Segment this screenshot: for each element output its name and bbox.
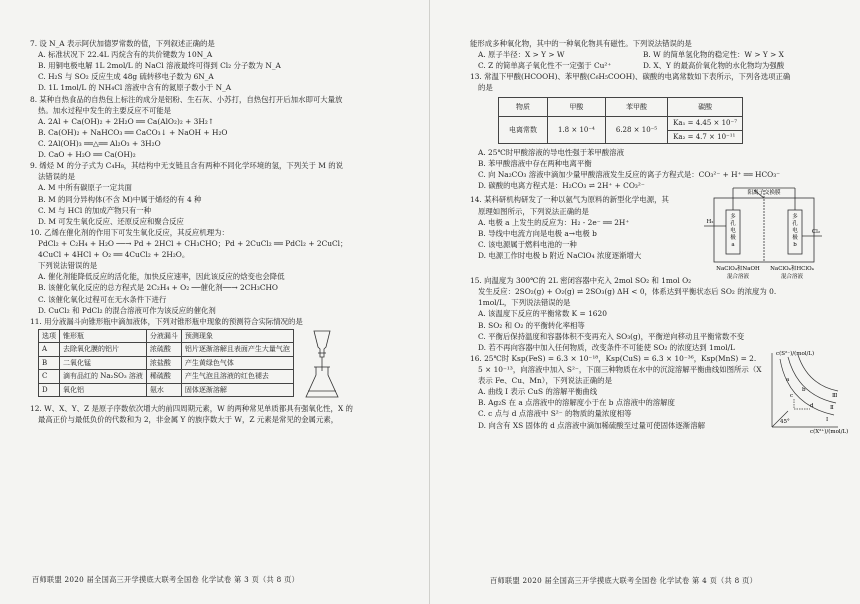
q10-option-d: D. CuCl₂ 和 PdCl₂ 的混合溶液可作为该反应的催化剂 [38, 305, 216, 315]
question-8 [30, 94, 416, 161]
q13-ka1: Ka₁ = 4.45 × 10⁻⁷ [668, 117, 743, 131]
q15-option-d: D. 若不再向容器中加入任何物质，改变条件不可能使 SO₂ 的浓度达到 1mol/L [478, 342, 735, 352]
question-16 [470, 350, 849, 435]
electrode-b-char: 极 [792, 235, 798, 242]
table-cell: 产生黄绿色气体 [181, 356, 293, 370]
q8-option-d: D. CaO + H₂O ══ Ca(OH)₂ [38, 150, 136, 160]
q12-option-c: C. Z 的简单离子氧化性不一定强于 Cu²⁺ [478, 61, 612, 71]
q16-stem-cont: 5 × 10⁻¹³，向溶液中加入 S²⁻，下面三种物质在水中的沉淀溶解平衡曲线如图所示（X [478, 365, 762, 375]
q9-option-c: C. M 与 HCl 的加成产物只有一种 [38, 205, 152, 215]
q13-header-substance: 物质 [499, 97, 548, 117]
q15-option-c: C. 平衡后保持温度和容器体积不变再充入 SO₃(g)，平衡逆向移动且平衡常数不变 [478, 331, 745, 341]
q12-options-row-1 [470, 49, 838, 60]
point-label: b [802, 386, 806, 393]
q12-option-d: D. X、Y 的最高价氧化物的水化物均为强酸 [643, 61, 785, 71]
q11-header-flask: 锥形瓶 [60, 329, 147, 343]
q12-cont-stem: 能形成多种氧化物，其中的一种氧化物具有磁性。下列说法错误的是 [470, 39, 692, 48]
q8-stem: 8. 某种自热食品的自热包上标注的成分是铝粉、生石灰、小苏打，自热包打开后加水即可大量放 [30, 94, 343, 104]
membrane-label: 阳离子交换膜 [747, 190, 781, 197]
h2-label: H₂ [706, 219, 714, 226]
question-10 [30, 227, 416, 316]
q13-option-a: A. 25℃时甲酸溶液的导电性强于苯甲酸溶液 [478, 148, 624, 158]
table-cell: D [39, 383, 60, 397]
q13-benzoic-value: 6.28 × 10⁻⁵ [605, 117, 667, 144]
q7-option-c: C. H₂S 与 SO₂ 反应生成 48g 硫转移电子数为 6N_A [38, 72, 214, 82]
q13-stem-cont: 的是 [478, 83, 493, 93]
q14-stem-cont: 原理如图所示，下列说法正确的是 [478, 206, 589, 216]
q10-stem: 10. 乙烯在催化剂的作用下可发生氧化反应，其反应机理为： [30, 227, 229, 237]
x-axis-label: c(X²⁺)/(mol/L) [810, 428, 849, 435]
question-12-continued [470, 38, 838, 71]
page-4 [430, 0, 860, 604]
q8-option-c: C. 2Al(OH)₃ ══△══ Al₂O₃ + 3H₂O [38, 138, 161, 148]
q14-option-d: D. 电源工作时电极 b 附近 NaClO₄ 浓度逐渐增大 [478, 251, 642, 261]
q15-option-b: B. SO₂ 和 O₂ 的平衡转化率相等 [478, 320, 585, 330]
electrode-a-char: 极 [730, 235, 736, 242]
q9-option-d: D. M 可发生氧化反应、还原反应和聚合反应 [38, 216, 184, 226]
q14-option-b: B. 导线中电流方向是电极 a→电极 b [478, 228, 597, 238]
q13-option-c: C. 向 Na₂CO₃ 溶液中滴加少量甲酸溶液发生反应的离子方程式是：CO₃²⁻ + H⁺ ══ HCO₃⁻ [478, 170, 781, 180]
q12-option-b: B. W 的简单氢化物的稳定性：W > Y > X [643, 50, 784, 60]
q15-stem-cont-2: 1mol/L，下列说法错误的是 [478, 298, 571, 308]
q7-stem: 7. 设 N_A 表示阿伏加德罗常数的值，下列叙述正确的是 [30, 39, 215, 48]
q9-option-a: A. M 中所有碳原子一定共面 [38, 183, 132, 193]
table-cell: 浓硫酸 [146, 343, 181, 357]
q16-option-d: D. 向含有 XS 固体的 d 点溶液中滴加稀硫酸至过量可使固体逐渐溶解 [478, 420, 705, 430]
q10-equation-1: PdCl₂ + C₂H₄ + H₂O ──→ Pd + 2HCl + CH₃CHO；Pd + 2CuCl₂ ══ PdCl₂ + 2CuCl； [38, 238, 348, 248]
q16-option-c: C. c 点与 d 点溶液中 S²⁻ 的物质的量浓度相等 [478, 409, 632, 419]
table-cell: 固体逐渐溶解 [181, 383, 293, 397]
q11-header-option: 选项 [39, 329, 60, 343]
solubility-curve-graph [766, 349, 849, 435]
table-cell: 铝片逐渐溶解且表面产生大量气泡 [181, 343, 293, 357]
y-axis-label: c(S²⁻)/(mol/L) [776, 350, 815, 357]
electrode-a-char: a [731, 242, 735, 249]
q15-stem-cont: 发生反应：2SO₂(g) + O₂(g) ⇌ 2SO₃(g) ΔH < 0，体系达到平衡状态后 SO₂ 的浓度为 0. [478, 287, 777, 297]
q12-options-row-2 [470, 60, 838, 71]
q10-option-b: B. 该催化氧化反应的总方程式是 2C₂H₄ + O₂ ──催化剂──→ 2CH₃CHO [38, 283, 278, 293]
q11-header-phenomenon: 预测现象 [181, 329, 293, 343]
q16-stem-cont-2: 表示 Fe、Cu、Mn），下列说法正确的是 [478, 376, 612, 386]
electrode-a-char: 电 [730, 228, 736, 235]
cl2-label: Cl₂ [811, 229, 821, 236]
q12-stem-cont: 最高正价与最低负价的代数和为 2，非金属 Y 的族序数大于 W，Z 元素是常见的金属元素， [38, 414, 339, 424]
q13-formic-value: 1.8 × 10⁻⁴ [548, 117, 606, 144]
q13-stem: 13. 常温下甲酸(HCOOH)、苯甲酸(C₆H₅COOH)、碳酸的电离常数如下表所示，下列各选项正确 [470, 72, 791, 82]
table-cell: 浓盐酸 [146, 356, 181, 370]
q10-option-a: A. 催化剂能降低反应的活化能，加快反应速率，因此该反应的焓变也会降低 [38, 272, 285, 282]
right-solution-label: 混合溶液 [780, 274, 804, 281]
q11-header-funnel: 分液漏斗 [146, 329, 181, 343]
separatory-funnel-flask-icon [300, 327, 344, 403]
electrode-b-char: b [793, 242, 797, 249]
q16-stem: 16. 25℃时 Ksp(FeS) = 6.3 × 10⁻¹⁸，Ksp(CuS) = 6.3 × 10⁻³⁶，Ksp(MnS) = 2. [470, 353, 757, 363]
table-cell: 产生气泡且溶液的红色褪去 [181, 370, 293, 384]
table-cell: 去除氧化膜的铝片 [60, 343, 147, 357]
q7-option-d: D. 1L 1mol/L 的 NH₄Cl 溶液中含有的氮原子数小于 N_A [38, 83, 232, 93]
table-cell: 氧化铝 [60, 383, 147, 397]
question-9 [30, 160, 416, 227]
q8-stem-cont: 热。加水过程中发生的主要反应不可能是 [38, 105, 172, 115]
table-cell: 二氧化锰 [60, 356, 147, 370]
curve-label-1: Ⅰ [826, 416, 829, 423]
q11-table [38, 329, 294, 398]
left-solution-label: NaClO₄和NaOH [716, 266, 760, 273]
q13-table [498, 97, 743, 145]
q7-option-b: B. 用铜电极电解 1L 2mol/L 的 NaCl 溶液最终可得到 Cl₂ 分子数为 N_A [38, 61, 281, 71]
q13-row-label: 电离常数 [499, 117, 548, 144]
electrode-b-char: 电 [792, 228, 798, 235]
point-label: c [790, 392, 794, 399]
table-cell: C [39, 370, 60, 384]
electrode-b-char: 孔 [792, 221, 798, 228]
curve-label-3: Ⅲ [832, 392, 838, 399]
q13-header-formic: 甲酸 [548, 97, 606, 117]
question-11 [30, 316, 416, 403]
table-cell: 氨水 [146, 383, 181, 397]
q16-option-b: B. Ag₂S 在 a 点溶液中的溶解度小于在 b 点溶液中的溶解度 [478, 398, 675, 408]
table-row [39, 343, 294, 357]
battery-diagram [704, 184, 824, 284]
table-cell: B [39, 356, 60, 370]
q13-option-d: D. 碳酸的电离方程式是：H₂CO₃ ⇌ 2H⁺ + CO₃²⁻ [478, 181, 645, 191]
table-cell: 滴有品红的 Na₂SO₃ 溶液 [60, 370, 147, 384]
q13-header-carbonic: 碳酸 [668, 97, 743, 117]
q15-stem: 15. 向温度为 300℃的 2L 密闭容器中充入 2mol SO₂ 和 1mol O₂ [470, 276, 692, 286]
point-label: a [786, 376, 790, 383]
q14-option-a: A. 电极 a 上发生的反应为：H₂ - 2e⁻ ══ 2H⁺ [478, 217, 630, 227]
table-row [39, 370, 294, 384]
electrode-a-char: 孔 [730, 221, 736, 228]
q12-option-a: A. 原子半径：X > Y > W [478, 50, 565, 60]
q8-option-a: A. 2Al + Ca(OH)₂ + 2H₂O ══ Ca(AlO₂)₂ + 3H₂↑ [38, 116, 214, 126]
q13-ka2: Ka₂ = 4.7 × 10⁻¹¹ [668, 130, 743, 144]
table-row [39, 356, 294, 370]
q10-option-c: C. 该催化氧化过程可在无水条件下进行 [38, 294, 167, 304]
curve-label-2: Ⅱ [830, 404, 834, 411]
q7-option-a: A. 标准状况下 22.4L 丙烷含有的共价键数为 10N_A [38, 50, 213, 60]
electrode-b-char: 多 [792, 214, 798, 221]
point-label: d [810, 402, 814, 409]
table-cell: A [39, 343, 60, 357]
page-4-footer: 百师联盟 2020 届全国高三开学摸底大联考全国卷 化学试卷 第 4 页（共 8 页） [490, 576, 758, 585]
question-12 [30, 403, 416, 425]
q16-option-a: A. 曲线 Ⅰ 表示 CuS 的溶解平衡曲线 [478, 387, 598, 397]
q10-stem-cont: 下列说法错误的是 [38, 261, 98, 271]
angle-label: 45° [780, 418, 790, 425]
q9-option-b: B. M 的同分异构体(不含 M)中属于烯烃的有 4 种 [38, 194, 202, 204]
question-15 [470, 275, 838, 353]
table-row [39, 383, 294, 397]
table-cell: 稀硫酸 [146, 370, 181, 384]
left-solution-label: 混合溶液 [726, 274, 750, 281]
q15-option-a: A. 该温度下反应的平衡常数 K = 1620 [478, 309, 607, 319]
q10-equation-2: 4CuCl + 4HCl + O₂ ══ 4CuCl₂ + 2H₂O。 [38, 250, 190, 260]
right-solution-label: NaClO₄和HClO₄ [770, 266, 814, 273]
q11-stem: 11. 用分液漏斗向锥形瓶中滴加液体，下列对锥形瓶中现象的预测符合实际情况的是 [30, 316, 303, 326]
q14-option-c: C. 该电源属于燃料电池的一种 [478, 239, 577, 249]
q8-option-b: B. Ca(OH)₂ + NaHCO₃ ══ CaCO₃↓ + NaOH + H₂O [38, 127, 228, 137]
q9-stem: 9. 烯烃 M 的分子式为 C₄H₈，其结构中无支链且含有两种不同化学环境的氢，下列关于 M 的说 [30, 161, 343, 171]
electrode-a-char: 多 [730, 214, 736, 221]
question-13 [470, 71, 838, 191]
page-3-footer: 百师联盟 2020 届全国高三开学摸底大联考全国卷 化学试卷 第 3 页（共 8 页） [32, 575, 300, 585]
q13-header-benzoic: 苯甲酸 [605, 97, 667, 117]
q12-stem: 12. W、X、Y、Z 是原子序数依次增大的前四周期元素，W 的两种常见单质都具有强氧化性，X 的 [30, 403, 353, 413]
q9-stem-cont: 法错误的是 [38, 172, 75, 182]
q13-option-b: B. 苯甲酸溶液中存在两种电离平衡 [478, 159, 592, 169]
q14-stem: 14. 某科研机构研发了一种以氨气为原料的新型化学电源，其 [470, 195, 669, 205]
question-7 [30, 38, 416, 94]
